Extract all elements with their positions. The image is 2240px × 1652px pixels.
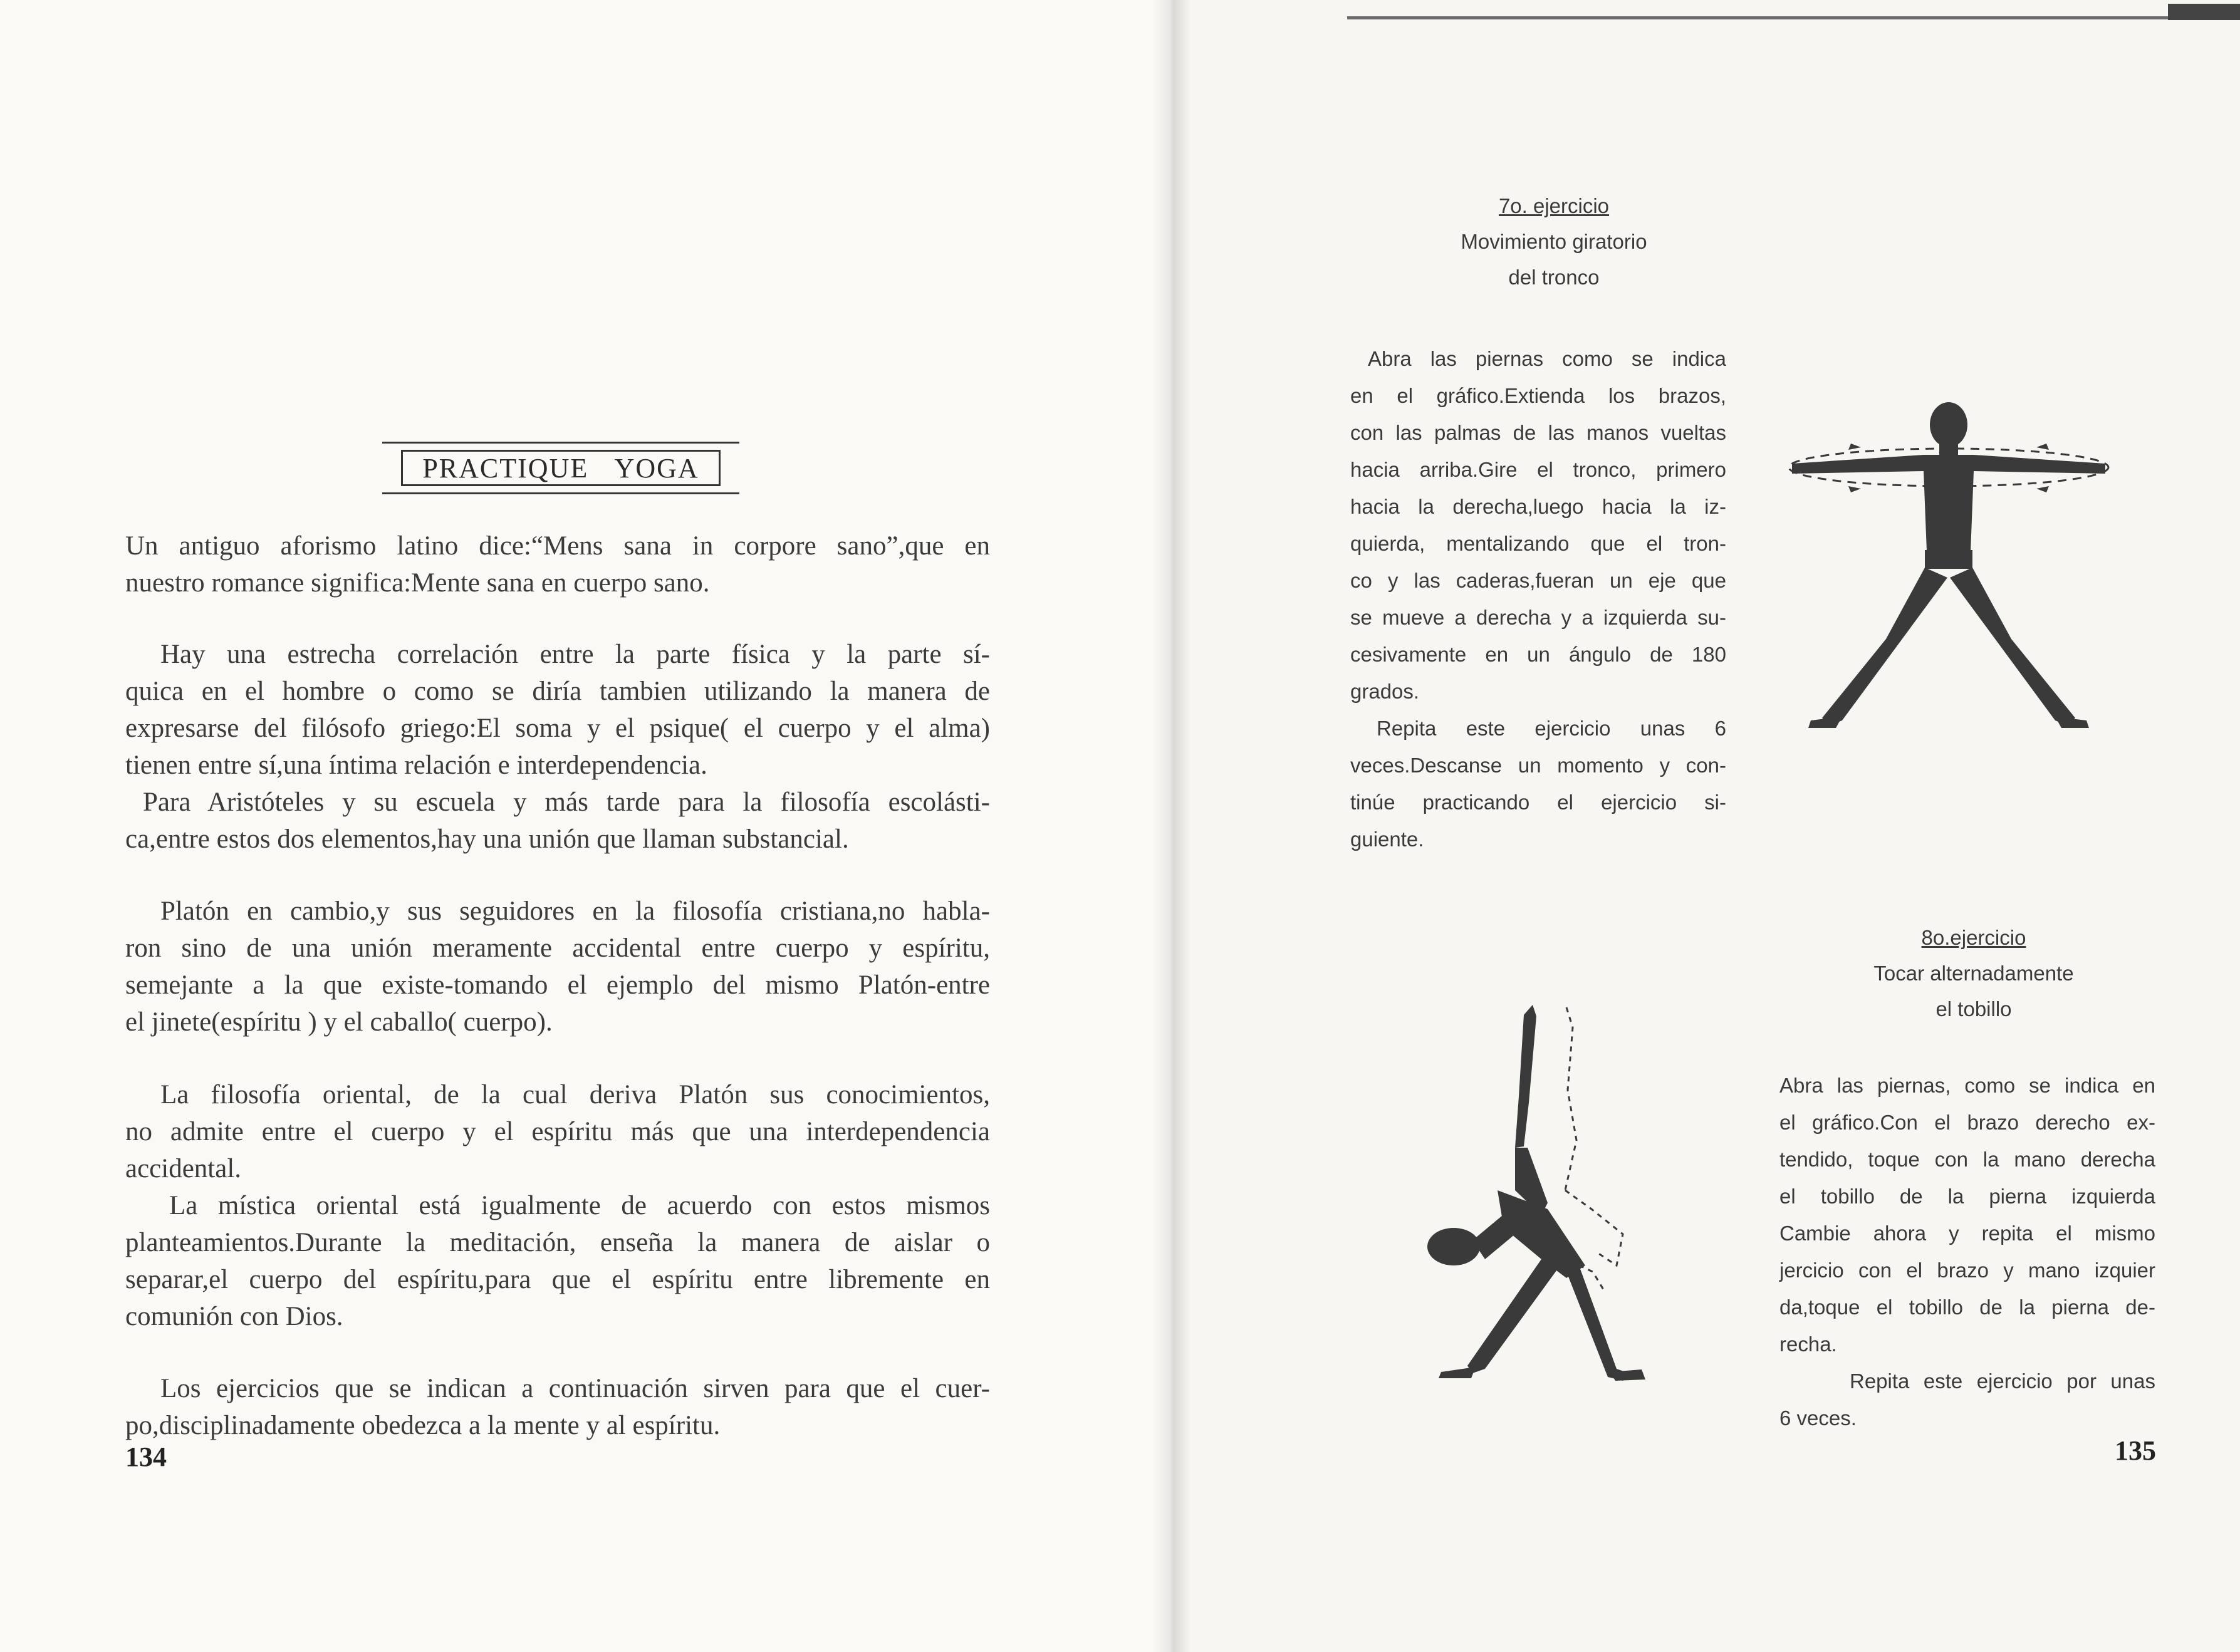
text-line: La filosofía oriental, de la cual deriva Platón sus conocimientos, bbox=[160, 1080, 990, 1109]
paragraph-3 bbox=[125, 893, 990, 1041]
text-line: co y las caderas,fueran un eje que bbox=[1350, 569, 1726, 592]
text-line: Cambie ahora y repita el mismo bbox=[1779, 1222, 2155, 1245]
text-line: guiente. bbox=[1350, 828, 1424, 851]
text-line: veces.Descanse un momento y con- bbox=[1350, 754, 1726, 777]
figure-trunk-rotation bbox=[1767, 395, 2130, 745]
text-line: jercicio con el brazo y mano izquier bbox=[1779, 1259, 2155, 1282]
text-line: tienen entre sí,una íntima relación e interdependencia. bbox=[125, 751, 707, 780]
text-line: Los ejercicios que se indican a continuación sirven para que el cuer- bbox=[160, 1374, 990, 1403]
text-line: el jinete(espíritu ) y el caballo( cuerpo). bbox=[125, 1007, 553, 1037]
text-line: expresarse del filósofo griego:El soma y el psique( el cuerpo y el alma) bbox=[125, 714, 990, 743]
exercise8-text bbox=[1779, 1067, 2155, 1436]
text-line: ca,entre estos dos elementos,hay una unión que llaman substancial. bbox=[125, 824, 849, 854]
exercise7-heading bbox=[1378, 188, 1729, 295]
text-line: cesivamente en un ángulo de 180 bbox=[1350, 643, 1726, 666]
text-line: Repita este ejercicio por unas bbox=[1850, 1369, 2155, 1393]
text-line: ron sino de una unión meramente accidental entre cuerpo y espíritu, bbox=[125, 933, 990, 963]
text-line: Hay una estrecha correlación entre la parte física y la parte sí- bbox=[160, 640, 990, 669]
exercise7-title-line1: Movimiento giratorio bbox=[1461, 230, 1647, 253]
book-gutter bbox=[1153, 0, 1190, 1652]
text-line: planteamientos.Durante la meditación, enseña la manera de aislar o bbox=[125, 1228, 990, 1257]
exercise8-title-line1: Tocar alternadamente bbox=[1873, 962, 2074, 985]
text-line: tinúe practicando el ejercicio si- bbox=[1350, 791, 1726, 814]
paragraph-2 bbox=[125, 636, 990, 858]
text-line: La mística oriental está igualmente de acuerdo con estos mismos bbox=[169, 1191, 990, 1220]
text-line: el gráfico.Con el brazo derecho ex- bbox=[1779, 1111, 2155, 1134]
text-line: nuestro romance significa:Mente sana en cuerpo sano. bbox=[125, 568, 710, 598]
text-line: comunión con Dios. bbox=[125, 1302, 343, 1331]
text-line: 6 veces. bbox=[1779, 1406, 1857, 1430]
text-line: tendido, toque con la mano derecha bbox=[1779, 1148, 2155, 1171]
title-frame bbox=[382, 442, 739, 494]
top-edge-mark bbox=[2168, 4, 2240, 20]
text-line: con las palmas de las manos vueltas bbox=[1350, 421, 1726, 444]
text-line: Repita este ejercicio unas 6 bbox=[1377, 717, 1726, 740]
page-title: PRACTIQUE YOGA bbox=[401, 450, 721, 486]
text-line: recha. bbox=[1779, 1333, 1837, 1356]
text-line: Para Aristóteles y su escuela y más tarde para la filosofía escolásti- bbox=[143, 787, 990, 817]
text-line: Platón en cambio,y sus seguidores en la filosofía cristiana,no habla- bbox=[160, 896, 990, 926]
exercise7-title-line2: del tronco bbox=[1508, 266, 1600, 289]
exercise7-number: 7o. ejercicio bbox=[1498, 194, 1610, 217]
top-edge-line bbox=[1347, 16, 2240, 19]
text-line: hacia la derecha,luego hacia la iz- bbox=[1350, 495, 1726, 518]
text-line: el tobillo de la pierna izquierda bbox=[1779, 1185, 2155, 1208]
exercise8-title-line2: el tobillo bbox=[1935, 997, 2012, 1021]
text-line: no admite entre el cuerpo y el espíritu más que una interdependencia bbox=[125, 1117, 990, 1146]
text-line: se mueve a derecha y a izquierda su- bbox=[1350, 606, 1726, 629]
text-line: grados. bbox=[1350, 680, 1420, 703]
exercise7-text bbox=[1350, 340, 1726, 858]
page-number-left: 134 bbox=[125, 1442, 167, 1472]
text-line: da,toque el tobillo de la pierna de- bbox=[1779, 1296, 2155, 1319]
text-line: quierda, mentalizando que el tron- bbox=[1350, 532, 1726, 555]
text-line: hacia arriba.Gire el tronco, primero bbox=[1350, 458, 1726, 481]
text-line: Abra las piernas, como se indica en bbox=[1779, 1074, 2155, 1097]
text-line: po,disciplinadamente obedezca a la mente y al espíritu. bbox=[125, 1411, 721, 1440]
paragraph-5 bbox=[125, 1370, 990, 1444]
page-number-right: 135 bbox=[2115, 1435, 2156, 1466]
paragraph-4 bbox=[125, 1076, 990, 1335]
text-line: en el gráfico.Extienda los brazos, bbox=[1350, 384, 1726, 407]
exercise8-number: 8o.ejercicio bbox=[1921, 926, 2026, 949]
text-line: Abra las piernas como se indica bbox=[1368, 347, 1726, 370]
text-line: Un antiguo aforismo latino dice:“Mens sana in corpore sano”,que en bbox=[125, 531, 990, 561]
text-line: accidental. bbox=[125, 1154, 242, 1183]
text-line: quica en el hombre o como se diría tambien utilizando la manera de bbox=[125, 677, 990, 706]
text-line: semejante a la que existe-tomando el ejemplo del mismo Platón-entre bbox=[125, 970, 990, 1000]
exercise8-heading bbox=[1779, 920, 2168, 1027]
text-line: separar,el cuerpo del espíritu,para que el espíritu entre libremente en bbox=[125, 1265, 990, 1294]
figure-ankle-touch bbox=[1360, 1002, 1711, 1391]
paragraph-1 bbox=[125, 527, 990, 601]
